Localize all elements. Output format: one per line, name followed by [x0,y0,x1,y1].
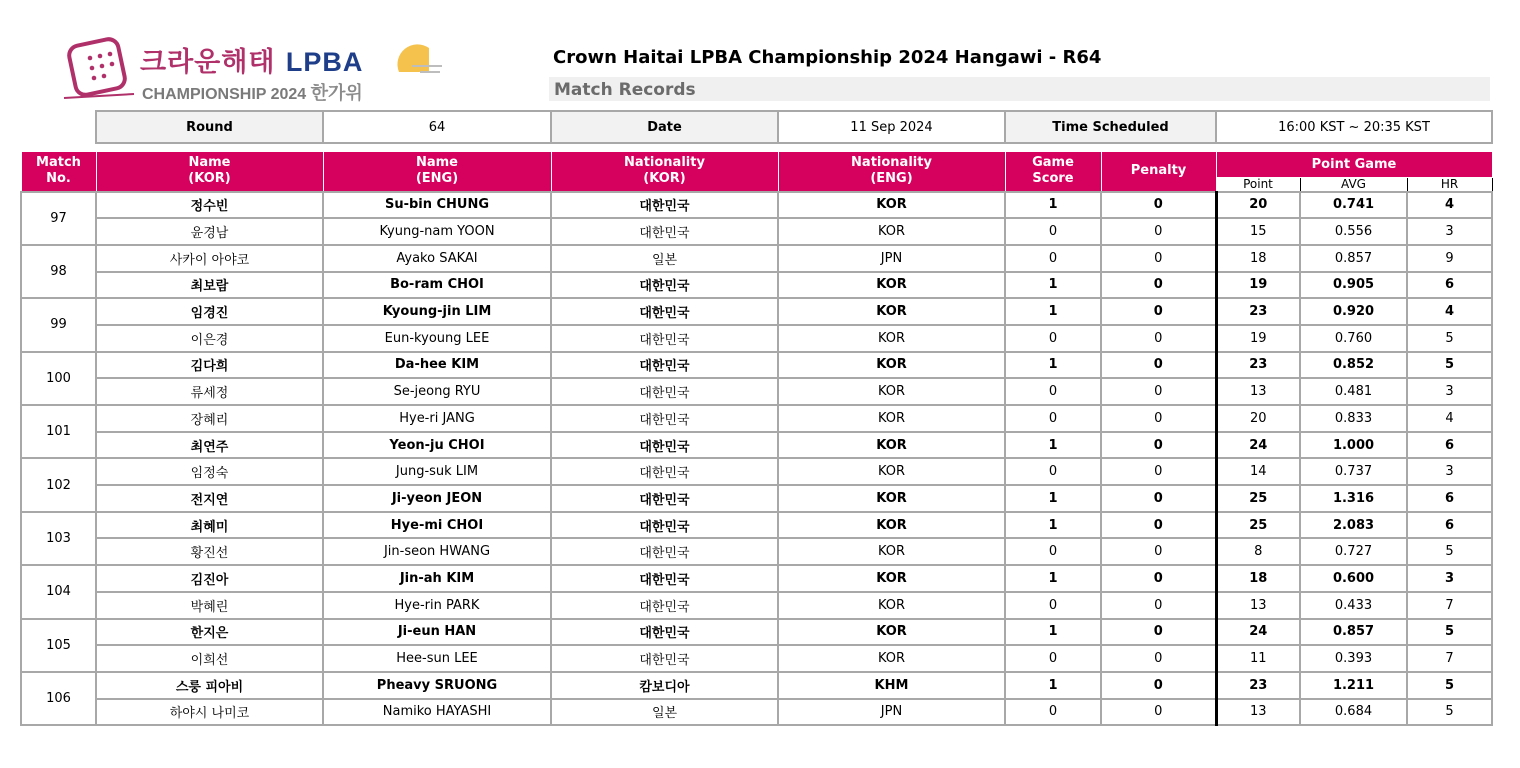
game-score-cell: 1 [1005,512,1101,539]
hr-cell: 7 [1407,592,1492,619]
avg-cell: 0.920 [1300,298,1407,325]
point-cell: 24 [1216,619,1300,646]
game-score-cell: 0 [1005,218,1101,245]
logo-championship: CHAMPIONSHIP 2024 [142,86,307,103]
point-cell: 8 [1216,538,1300,565]
time-label: Time Scheduled [1005,111,1216,143]
game-score-cell: 1 [1005,192,1101,219]
name-kor-cell: 임정숙 [96,458,323,485]
hr-cell: 5 [1407,325,1492,352]
nationality-eng-cell: JPN [778,699,1005,726]
hr-cell: 3 [1407,218,1492,245]
point-cell: 25 [1216,512,1300,539]
name-kor-cell: 최연주 [96,432,323,459]
table-row [21,325,1492,352]
point-cell: 18 [1216,565,1300,592]
penalty-cell: 0 [1101,432,1216,459]
nationality-eng-cell: KOR [778,592,1005,619]
avg-cell: 0.737 [1300,458,1407,485]
hr-cell: 3 [1407,565,1492,592]
nationality-kor-cell: 대한민국 [551,432,778,459]
logo-hangawi: 한가위 [310,83,363,103]
header-point-game: Point Game [1216,152,1492,178]
penalty-cell: 0 [1101,352,1216,379]
avg-cell: 1.316 [1300,485,1407,512]
point-cell: 11 [1216,645,1300,672]
name-eng-cell: Jin-seon HWANG [323,538,551,565]
name-eng-cell: Eun-kyoung LEE [323,325,551,352]
nationality-kor-cell: 대한민국 [551,485,778,512]
name-eng-cell: Ayako SAKAI [323,245,551,272]
point-cell: 18 [1216,245,1300,272]
match-no-cell: 101 [21,405,96,458]
game-score-cell: 0 [1005,645,1101,672]
nationality-eng-cell: KOR [778,619,1005,646]
page-title: Crown Haitai LPBA Championship 2024 Hangawi - R64 [553,47,1102,68]
match-rows [21,192,1492,726]
name-kor-cell: 스룽 피아비 [96,672,323,699]
name-eng-cell: Hye-rin PARK [323,592,551,619]
penalty-cell: 0 [1101,619,1216,646]
match-no-cell: 100 [21,352,96,405]
name-kor-cell: 류세정 [96,378,323,405]
game-score-cell: 1 [1005,352,1101,379]
game-score-cell: 0 [1005,245,1101,272]
nationality-kor-cell: 대한민국 [551,298,778,325]
hr-cell: 6 [1407,485,1492,512]
nationality-kor-cell: 대한민국 [551,405,778,432]
table-row [21,405,1492,432]
name-eng-cell: Se-jeong RYU [323,378,551,405]
avg-cell: 0.905 [1300,272,1407,299]
avg-cell: 0.556 [1300,218,1407,245]
match-no-cell: 98 [21,245,96,298]
avg-cell: 0.684 [1300,699,1407,726]
header-name-kor: Name (KOR) [96,152,323,192]
avg-cell: 2.083 [1300,512,1407,539]
championship-logo [62,36,462,106]
header-avg: AVG [1300,178,1407,192]
subtitle-text: Match Records [554,80,696,100]
nationality-kor-cell: 대한민국 [551,512,778,539]
avg-cell: 0.833 [1300,405,1407,432]
hr-cell: 4 [1407,192,1492,219]
hr-cell: 5 [1407,538,1492,565]
table-row [21,512,1492,539]
hr-cell: 6 [1407,272,1492,299]
table-row [21,378,1492,405]
nationality-kor-cell: 일본 [551,699,778,726]
table-row [21,485,1492,512]
nationality-kor-cell: 일본 [551,245,778,272]
table-row [21,619,1492,646]
hr-cell: 5 [1407,619,1492,646]
point-cell: 24 [1216,432,1300,459]
table-row [21,245,1492,272]
game-score-cell: 1 [1005,432,1101,459]
header-nat-kor: Nationality (KOR) [551,152,778,192]
header-nat-eng: Nationality (ENG) [778,152,1005,192]
penalty-cell: 0 [1101,672,1216,699]
nationality-eng-cell: KOR [778,645,1005,672]
point-cell: 13 [1216,699,1300,726]
name-eng-cell: Da-hee KIM [323,352,551,379]
game-score-cell: 0 [1005,592,1101,619]
match-no-cell: 104 [21,565,96,618]
point-cell: 23 [1216,672,1300,699]
hr-cell: 9 [1407,245,1492,272]
logo-korean: 크라운해태 [140,47,276,78]
time-value: 16:00 KST ~ 20:35 KST [1216,111,1492,143]
nationality-eng-cell: KOR [778,325,1005,352]
point-cell: 19 [1216,325,1300,352]
name-kor-cell: 황진선 [96,538,323,565]
table-row [21,645,1492,672]
name-kor-cell: 윤경남 [96,218,323,245]
round-value: 64 [323,111,551,143]
match-no-cell: 103 [21,512,96,565]
name-kor-cell: 김다희 [96,352,323,379]
name-eng-cell: Yeon-ju CHOI [323,432,551,459]
header-name-eng: Name (ENG) [323,152,551,192]
nationality-kor-cell: 대한민국 [551,592,778,619]
nationality-eng-cell: KOR [778,218,1005,245]
name-eng-cell: Bo-ram CHOI [323,272,551,299]
name-kor-cell: 박혜린 [96,592,323,619]
nationality-eng-cell: KOR [778,458,1005,485]
name-kor-cell: 하야시 나미코 [96,699,323,726]
game-score-cell: 0 [1005,458,1101,485]
nationality-eng-cell: KOR [778,485,1005,512]
match-no-cell: 106 [21,672,96,725]
avg-cell: 0.852 [1300,352,1407,379]
nationality-eng-cell: KHM [778,672,1005,699]
table-row [21,432,1492,459]
hr-cell: 5 [1407,699,1492,726]
nationality-kor-cell: 대한민국 [551,192,778,219]
match-no-cell: 105 [21,619,96,672]
avg-cell: 0.741 [1300,192,1407,219]
table-row [21,352,1492,379]
point-cell: 20 [1216,192,1300,219]
game-score-cell: 0 [1005,538,1101,565]
nationality-kor-cell: 대한민국 [551,352,778,379]
penalty-cell: 0 [1101,192,1216,219]
match-no-cell: 99 [21,298,96,351]
avg-cell: 0.857 [1300,245,1407,272]
penalty-cell: 0 [1101,245,1216,272]
point-cell: 23 [1216,298,1300,325]
avg-cell: 0.481 [1300,378,1407,405]
point-cell: 14 [1216,458,1300,485]
nationality-kor-cell: 대한민국 [551,458,778,485]
nationality-eng-cell: KOR [778,405,1005,432]
info-table [95,110,1493,144]
nationality-kor-cell: 대한민국 [551,378,778,405]
penalty-cell: 0 [1101,325,1216,352]
game-score-cell: 0 [1005,699,1101,726]
date-label: Date [551,111,778,143]
hr-cell: 6 [1407,432,1492,459]
point-cell: 13 [1216,592,1300,619]
penalty-cell: 0 [1101,565,1216,592]
hr-cell: 5 [1407,352,1492,379]
name-eng-cell: Kyung-nam YOON [323,218,551,245]
date-value: 11 Sep 2024 [778,111,1005,143]
hr-cell: 4 [1407,405,1492,432]
name-kor-cell: 김진아 [96,565,323,592]
name-kor-cell: 한지은 [96,619,323,646]
name-kor-cell: 전지연 [96,485,323,512]
name-eng-cell: Hye-mi CHOI [323,512,551,539]
name-kor-cell: 최보람 [96,272,323,299]
table-row [21,565,1492,592]
avg-cell: 0.600 [1300,565,1407,592]
game-score-cell: 0 [1005,325,1101,352]
avg-cell: 1.000 [1300,432,1407,459]
penalty-cell: 0 [1101,485,1216,512]
name-kor-cell: 사카이 아야코 [96,245,323,272]
name-kor-cell: 이희선 [96,645,323,672]
name-eng-cell: Ji-yeon JEON [323,485,551,512]
table-row [21,192,1492,219]
logo-lpba: LPBA [285,47,364,77]
penalty-cell: 0 [1101,699,1216,726]
name-eng-cell: Jin-ah KIM [323,565,551,592]
game-score-cell: 1 [1005,565,1101,592]
table-row [21,592,1492,619]
game-score-cell: 0 [1005,378,1101,405]
name-eng-cell: Pheavy SRUONG [323,672,551,699]
penalty-cell: 0 [1101,458,1216,485]
table-row [21,538,1492,565]
name-kor-cell: 장혜리 [96,405,323,432]
round-label: Round [96,111,323,143]
point-cell: 20 [1216,405,1300,432]
header-game-score: Game Score [1005,152,1101,192]
penalty-cell: 0 [1101,298,1216,325]
point-cell: 19 [1216,272,1300,299]
name-eng-cell: Su-bin CHUNG [323,192,551,219]
hr-cell: 6 [1407,512,1492,539]
nationality-kor-cell: 대한민국 [551,565,778,592]
table-row [21,218,1492,245]
penalty-cell: 0 [1101,538,1216,565]
penalty-cell: 0 [1101,272,1216,299]
nationality-eng-cell: KOR [778,192,1005,219]
hr-cell: 4 [1407,298,1492,325]
point-cell: 15 [1216,218,1300,245]
nationality-eng-cell: KOR [778,565,1005,592]
point-cell: 13 [1216,378,1300,405]
avg-cell: 1.211 [1300,672,1407,699]
nationality-eng-cell: KOR [778,298,1005,325]
point-cell: 23 [1216,352,1300,379]
table-row [21,699,1492,726]
game-score-cell: 0 [1005,405,1101,432]
name-eng-cell: Jung-suk LIM [323,458,551,485]
penalty-cell: 0 [1101,405,1216,432]
penalty-cell: 0 [1101,512,1216,539]
avg-cell: 0.433 [1300,592,1407,619]
avg-cell: 0.727 [1300,538,1407,565]
nationality-kor-cell: 대한민국 [551,218,778,245]
nationality-eng-cell: KOR [778,272,1005,299]
hr-cell: 3 [1407,378,1492,405]
header-match-no: Match No. [21,152,96,192]
hr-cell: 3 [1407,458,1492,485]
nationality-eng-cell: KOR [778,352,1005,379]
game-score-cell: 1 [1005,672,1101,699]
header-penalty: Penalty [1101,152,1216,192]
nationality-kor-cell: 대한민국 [551,645,778,672]
game-score-cell: 1 [1005,619,1101,646]
match-records-table [20,151,1493,726]
nationality-kor-cell: 캄보디아 [551,672,778,699]
game-score-cell: 1 [1005,298,1101,325]
nationality-kor-cell: 대한민국 [551,619,778,646]
game-score-cell: 1 [1005,485,1101,512]
nationality-eng-cell: KOR [778,538,1005,565]
name-eng-cell: Hee-sun LEE [323,645,551,672]
cracker-icon [62,36,138,102]
avg-cell: 0.760 [1300,325,1407,352]
avg-cell: 0.393 [1300,645,1407,672]
name-kor-cell: 최혜미 [96,512,323,539]
name-eng-cell: Ji-eun HAN [323,619,551,646]
name-kor-cell: 이은경 [96,325,323,352]
nationality-eng-cell: KOR [778,512,1005,539]
nationality-eng-cell: KOR [778,378,1005,405]
match-no-cell: 102 [21,458,96,511]
name-eng-cell: Kyoung-jin LIM [323,298,551,325]
penalty-cell: 0 [1101,645,1216,672]
table-row [21,672,1492,699]
penalty-cell: 0 [1101,592,1216,619]
table-row [21,458,1492,485]
nationality-kor-cell: 대한민국 [551,538,778,565]
avg-cell: 0.857 [1300,619,1407,646]
nationality-kor-cell: 대한민국 [551,325,778,352]
moon-icon [394,38,444,78]
name-eng-cell: Namiko HAYASHI [323,699,551,726]
name-kor-cell: 임경진 [96,298,323,325]
hr-cell: 7 [1407,645,1492,672]
nationality-kor-cell: 대한민국 [551,272,778,299]
hr-cell: 5 [1407,672,1492,699]
table-row [21,272,1492,299]
point-cell: 25 [1216,485,1300,512]
table-row [21,298,1492,325]
subtitle-bar [549,77,1490,101]
name-eng-cell: Hye-ri JANG [323,405,551,432]
match-no-cell: 97 [21,192,96,245]
penalty-cell: 0 [1101,218,1216,245]
game-score-cell: 1 [1005,272,1101,299]
header-hr: HR [1407,178,1492,192]
nationality-eng-cell: KOR [778,432,1005,459]
penalty-cell: 0 [1101,378,1216,405]
name-kor-cell: 정수빈 [96,192,323,219]
header-point: Point [1216,178,1300,192]
nationality-eng-cell: JPN [778,245,1005,272]
